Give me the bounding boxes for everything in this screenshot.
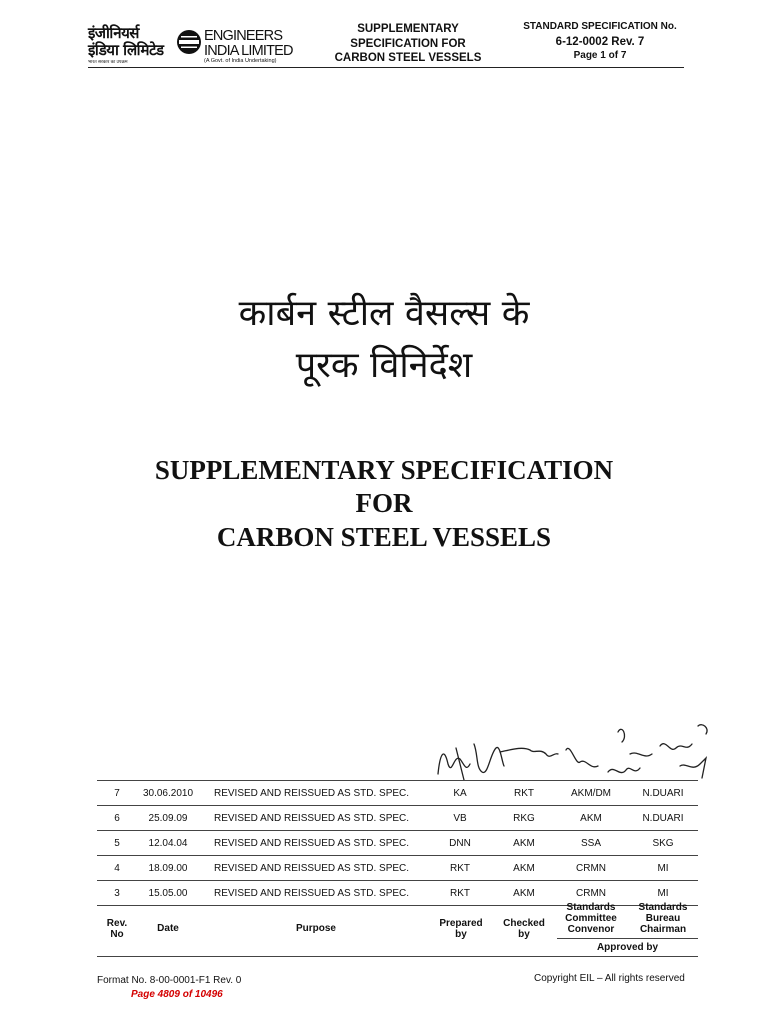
cell-convenor: AKM (580, 813, 602, 824)
page-info: Page 1 of 7 (573, 50, 627, 61)
cell-chairman: N.DUARI (642, 788, 684, 799)
col-rev-no (97, 918, 137, 940)
col-date: Date (157, 923, 179, 934)
cell-chairman: SKG (652, 838, 674, 849)
cell-date: 18.09.00 (148, 863, 188, 874)
revision-row (97, 780, 698, 806)
col-convenor-line3: Convenor (567, 924, 615, 935)
hindi-title-line1: कार्बन स्टील वैसल्स के (238, 293, 530, 334)
cell-purpose: REVISED AND REISSUED AS STD. SPEC. (214, 888, 410, 899)
cell-rev-no: 3 (114, 888, 120, 899)
col-convenor-line1: Standards (566, 902, 616, 913)
cell-purpose: REVISED AND REISSUED AS STD. SPEC. (214, 863, 410, 874)
cell-prepared-by: RKT (450, 863, 470, 874)
cell-chairman: MI (657, 888, 669, 899)
cell-chairman: MI (657, 863, 669, 874)
logo-hindi-text (88, 25, 176, 59)
header-doc-title (316, 22, 500, 66)
cell-chairman: N.DUARI (642, 813, 684, 824)
approved-by-divider (557, 938, 698, 939)
cell-rev-no: 4 (114, 863, 120, 874)
cell-checked-by: RKG (513, 813, 535, 824)
col-checked-line2: by (518, 929, 530, 940)
header-title-line1: SUPPLEMENTARY (357, 23, 459, 35)
cell-prepared-by: DNN (449, 838, 471, 849)
logo-english-text (204, 29, 293, 58)
col-prepared-by (429, 918, 493, 940)
company-logo (88, 25, 298, 67)
hindi-title-line2: पूरक विनिर्देश (295, 345, 473, 386)
cell-prepared-by: KA (453, 788, 467, 799)
cell-rev-no: 6 (114, 813, 120, 824)
header-title-line2: SPECIFICATION FOR (350, 37, 466, 50)
cell-checked-by: AKM (513, 838, 535, 849)
revision-row (97, 806, 698, 831)
cell-convenor: CRMN (576, 888, 606, 899)
col-bureau-chairman (627, 902, 699, 935)
cell-date: 30.06.2010 (142, 788, 194, 799)
company-emblem-icon (176, 29, 202, 55)
english-title-line2: FOR (355, 488, 413, 518)
logo-en-line1: ENGINEERS (204, 28, 283, 44)
cell-convenor: SSA (580, 838, 601, 849)
col-chairman-line2: Bureau (645, 913, 681, 924)
revision-table (97, 780, 698, 906)
cell-checked-by: AKM (513, 888, 535, 899)
cell-prepared-by: VB (453, 813, 467, 824)
copyright-notice: Copyright EIL – All rights reserved (534, 973, 685, 984)
col-committee-convenor (557, 902, 625, 935)
col-rev-line1: Rev. (106, 918, 128, 929)
revision-row (97, 831, 698, 856)
cell-rev-no: 5 (114, 838, 120, 849)
logo-hindi-line1: इंजीनियर्स (88, 24, 139, 42)
col-checked-by (493, 918, 555, 940)
cell-checked-by: AKM (513, 863, 535, 874)
col-chairman-line3: Chairman (639, 924, 687, 935)
revision-table-header (97, 902, 698, 957)
col-prepared-line2: by (455, 929, 467, 940)
cell-purpose: REVISED AND REISSUED AS STD. SPEC. (214, 838, 410, 849)
header-title-line3: CARBON STEEL VESSELS (334, 52, 482, 64)
logo-tagline-hindi: भारत सरकार का उपक्रम (88, 59, 128, 64)
cell-date: 12.04.04 (148, 838, 188, 849)
spec-number: 6-12-0002 Rev. 7 (555, 36, 645, 48)
cell-convenor: CRMN (576, 863, 606, 874)
english-title-line1: SUPPLEMENTARY SPECIFICATION (154, 455, 614, 485)
header-divider (88, 67, 684, 68)
header-spec-info (500, 21, 700, 61)
spec-label: STANDARD SPECIFICATION No. (523, 21, 677, 32)
cell-purpose: REVISED AND REISSUED AS STD. SPEC. (214, 788, 410, 799)
col-checked-line1: Checked (503, 918, 545, 929)
cell-checked-by: RKT (514, 788, 534, 799)
english-title-line3: CARBON STEEL VESSELS (216, 522, 552, 552)
col-chairman-line1: Standards (638, 902, 688, 913)
cell-purpose: REVISED AND REISSUED AS STD. SPEC. (214, 813, 410, 824)
format-number: Format No. 8-00-0001-F1 Rev. 0 (97, 975, 242, 986)
approved-by-label: Approved by (596, 942, 659, 953)
page-stamp: Page 4809 of 10496 (131, 989, 223, 1000)
col-convenor-line2: Committee (565, 913, 617, 924)
logo-en-line2: INDIA LIMITED (204, 42, 293, 59)
logo-hindi-line2: इंडिया लिमिटेड (88, 41, 164, 59)
cell-prepared-by: RKT (450, 888, 470, 899)
col-rev-line2: No (110, 929, 124, 940)
cell-date: 15.05.00 (148, 888, 188, 899)
col-prepared-line1: Prepared (439, 918, 483, 929)
revision-row (97, 856, 698, 881)
cell-rev-no: 7 (114, 788, 120, 799)
col-purpose: Purpose (295, 923, 336, 934)
cell-convenor: AKM/DM (571, 788, 611, 799)
logo-tagline-en: (A Govt. of India Undertaking) (204, 58, 277, 64)
cell-date: 25.09.09 (148, 813, 188, 824)
